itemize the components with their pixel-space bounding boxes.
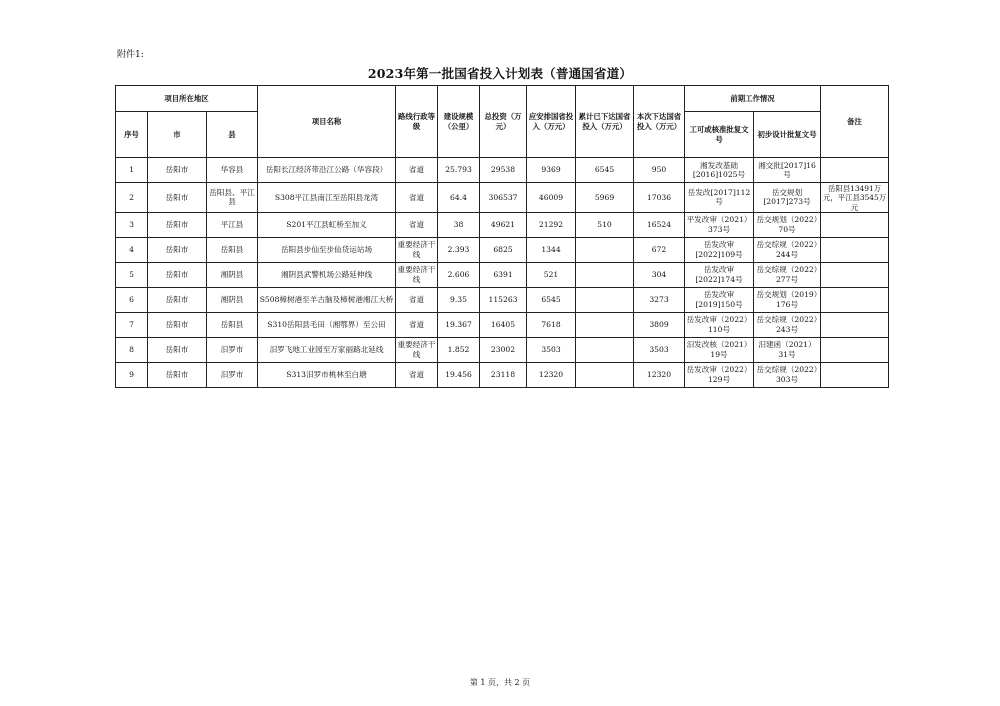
table-row — [116, 183, 889, 213]
cell-note — [821, 212, 889, 237]
cell-county: 岳阳县 — [207, 237, 258, 262]
cell-project-name: S310岳阳县毛田（湘鄂界）至公田 — [258, 312, 396, 337]
cell-city: 岳阳市 — [148, 183, 207, 213]
cell-seq: 1 — [116, 158, 148, 183]
cell-admin-level: 省道 — [396, 287, 438, 312]
header-project-name: 项目名称 — [258, 86, 396, 158]
cell-note — [821, 262, 889, 287]
cell-issued — [576, 362, 634, 387]
cell-project-name: 汨罗飞地工业园至万家丽路北延线 — [258, 337, 396, 362]
cell-this-time: 950 — [634, 158, 685, 183]
cell-issued — [576, 262, 634, 287]
cell-admin-level: 重要经济干线 — [396, 262, 438, 287]
cell-should-invest: 1344 — [527, 237, 576, 262]
table-row — [116, 212, 889, 237]
cell-feasibility: 汨发改核（2021）19号 — [685, 337, 754, 362]
cell-county: 岳阳县 — [207, 312, 258, 337]
header-seq: 序号 — [116, 112, 148, 158]
cell-city: 岳阳市 — [148, 312, 207, 337]
cell-feasibility: 岳发改审（2022）129号 — [685, 362, 754, 387]
cell-issued: 510 — [576, 212, 634, 237]
cell-issued — [576, 337, 634, 362]
header-admin-level: 路线行政等级 — [396, 86, 438, 158]
cell-note — [821, 158, 889, 183]
cell-scale: 2.606 — [438, 262, 480, 287]
cell-total-investment: 16405 — [480, 312, 527, 337]
cell-note — [821, 237, 889, 262]
attachment-label: 附件1: — [117, 50, 144, 60]
cell-issued — [576, 312, 634, 337]
cell-design: 岳交规划（2022）70号 — [754, 212, 821, 237]
cell-issued — [576, 287, 634, 312]
cell-should-invest: 6545 — [527, 287, 576, 312]
cell-county: 华容县 — [207, 158, 258, 183]
cell-should-invest: 12320 — [527, 362, 576, 387]
cell-scale: 38 — [438, 212, 480, 237]
cell-design: 岳交规划（2019）176号 — [754, 287, 821, 312]
cell-county: 平江县 — [207, 212, 258, 237]
cell-should-invest: 46009 — [527, 183, 576, 213]
cell-should-invest: 521 — [527, 262, 576, 287]
table-row — [116, 237, 889, 262]
cell-admin-level: 省道 — [396, 212, 438, 237]
cell-design: 岳交综规（2022）303号 — [754, 362, 821, 387]
cell-total-investment: 29538 — [480, 158, 527, 183]
cell-note — [821, 287, 889, 312]
cell-this-time: 3809 — [634, 312, 685, 337]
header-prework-group: 前期工作情况 — [685, 86, 821, 112]
cell-total-investment: 49621 — [480, 212, 527, 237]
cell-city: 岳阳市 — [148, 337, 207, 362]
table-row — [116, 287, 889, 312]
cell-scale: 19.456 — [438, 362, 480, 387]
cell-project-name: 湘阴县武警机场公路延伸线 — [258, 262, 396, 287]
cell-city: 岳阳市 — [148, 212, 207, 237]
cell-county: 湘阴县 — [207, 287, 258, 312]
cell-seq: 8 — [116, 337, 148, 362]
cell-city: 岳阳市 — [148, 362, 207, 387]
cell-issued — [576, 237, 634, 262]
cell-feasibility: 岳发改[2017]112号 — [685, 183, 754, 213]
cell-county: 汨罗市 — [207, 362, 258, 387]
cell-city: 岳阳市 — [148, 262, 207, 287]
cell-should-invest: 7618 — [527, 312, 576, 337]
cell-total-investment: 23118 — [480, 362, 527, 387]
cell-scale: 25.793 — [438, 158, 480, 183]
cell-project-name: S313汨罗市桃林至白塘 — [258, 362, 396, 387]
header-location-group: 项目所在地区 — [116, 86, 258, 112]
cell-note — [821, 337, 889, 362]
cell-admin-level: 省道 — [396, 312, 438, 337]
cell-design: 岳交综规（2022）244号 — [754, 237, 821, 262]
cell-should-invest: 3503 — [527, 337, 576, 362]
cell-scale: 9.35 — [438, 287, 480, 312]
page-footer: 第 1 页，共 2 页 — [469, 678, 531, 687]
header-total-investment: 总投资（万元） — [480, 86, 527, 158]
cell-total-investment: 115263 — [480, 287, 527, 312]
cell-total-investment: 6391 — [480, 262, 527, 287]
cell-total-investment: 23002 — [480, 337, 527, 362]
header-feasibility: 工可或核准批复文号 — [685, 112, 754, 158]
cell-this-time: 304 — [634, 262, 685, 287]
cell-design: 汨建函（2021）31号 — [754, 337, 821, 362]
cell-project-name: S508樟树港至羊古脑及樟树港湘江大桥 — [258, 287, 396, 312]
cell-this-time: 3503 — [634, 337, 685, 362]
cell-this-time: 672 — [634, 237, 685, 262]
header-note: 备注 — [821, 86, 889, 158]
cell-seq: 7 — [116, 312, 148, 337]
cell-admin-level: 省道 — [396, 158, 438, 183]
cell-this-time: 3273 — [634, 287, 685, 312]
cell-this-time: 16524 — [634, 212, 685, 237]
cell-feasibility: 岳发改审[2022]174号 — [685, 262, 754, 287]
cell-seq: 9 — [116, 362, 148, 387]
cell-note — [821, 362, 889, 387]
cell-design: 湘交批[2017]16号 — [754, 158, 821, 183]
cell-design: 岳交综规（2022）277号 — [754, 262, 821, 287]
table-row — [116, 158, 889, 183]
cell-seq: 3 — [116, 212, 148, 237]
cell-city: 岳阳市 — [148, 287, 207, 312]
cell-feasibility: 岳发改审[2019]150号 — [685, 287, 754, 312]
cell-county: 岳阳县、平江县 — [207, 183, 258, 213]
cell-should-invest: 21292 — [527, 212, 576, 237]
header-this-time: 本次下达国省投入（万元） — [634, 86, 685, 158]
header-issued: 累计已下达国省投入（万元） — [576, 86, 634, 158]
cell-project-name: 岳阳县步仙至步仙货运站场 — [258, 237, 396, 262]
cell-feasibility: 湘发改基础[2016]1025号 — [685, 158, 754, 183]
cell-admin-level: 省道 — [396, 183, 438, 213]
cell-seq: 2 — [116, 183, 148, 213]
cell-issued: 5969 — [576, 183, 634, 213]
cell-project-name: S201平江县虹桥至加义 — [258, 212, 396, 237]
cell-city: 岳阳市 — [148, 237, 207, 262]
cell-note — [821, 312, 889, 337]
table-row — [116, 312, 889, 337]
cell-feasibility: 平发改审（2021）373号 — [685, 212, 754, 237]
cell-this-time: 12320 — [634, 362, 685, 387]
cell-this-time: 17036 — [634, 183, 685, 213]
cell-design: 岳交综规（2022）243号 — [754, 312, 821, 337]
header-should-invest: 应安排国省投入（万元） — [527, 86, 576, 158]
header-county: 县 — [207, 112, 258, 158]
header-scale: 建设规模（公里） — [438, 86, 480, 158]
investment-plan-table — [115, 85, 889, 388]
header-design: 初步设计批复文号 — [754, 112, 821, 158]
cell-scale: 19.367 — [438, 312, 480, 337]
cell-project-name: 岳阳长江经济带沿江公路（华容段） — [258, 158, 396, 183]
cell-county: 湘阴县 — [207, 262, 258, 287]
cell-scale: 64.4 — [438, 183, 480, 213]
cell-feasibility: 岳发改审[2022]109号 — [685, 237, 754, 262]
cell-county: 汨罗市 — [207, 337, 258, 362]
cell-admin-level: 重要经济干线 — [396, 237, 438, 262]
cell-total-investment: 306537 — [480, 183, 527, 213]
cell-admin-level: 重要经济干线 — [396, 337, 438, 362]
cell-issued: 6545 — [576, 158, 634, 183]
table-row — [116, 262, 889, 287]
cell-seq: 5 — [116, 262, 148, 287]
cell-note: 岳阳县13491万元，平江县3545万元 — [821, 183, 889, 213]
cell-admin-level: 省道 — [396, 362, 438, 387]
cell-project-name: S308平江县南江至岳阳县龙湾 — [258, 183, 396, 213]
cell-design: 岳交规划[2017]273号 — [754, 183, 821, 213]
cell-should-invest: 9369 — [527, 158, 576, 183]
cell-seq: 4 — [116, 237, 148, 262]
header-city: 市 — [148, 112, 207, 158]
cell-feasibility: 岳发改审（2022）110号 — [685, 312, 754, 337]
cell-total-investment: 6825 — [480, 237, 527, 262]
cell-seq: 6 — [116, 287, 148, 312]
table-row — [116, 362, 889, 387]
page-title: 2023年第一批国省投入计划表（普通国省道） — [367, 66, 633, 81]
cell-city: 岳阳市 — [148, 158, 207, 183]
table-row — [116, 337, 889, 362]
cell-scale: 2.393 — [438, 237, 480, 262]
cell-scale: 1.852 — [438, 337, 480, 362]
